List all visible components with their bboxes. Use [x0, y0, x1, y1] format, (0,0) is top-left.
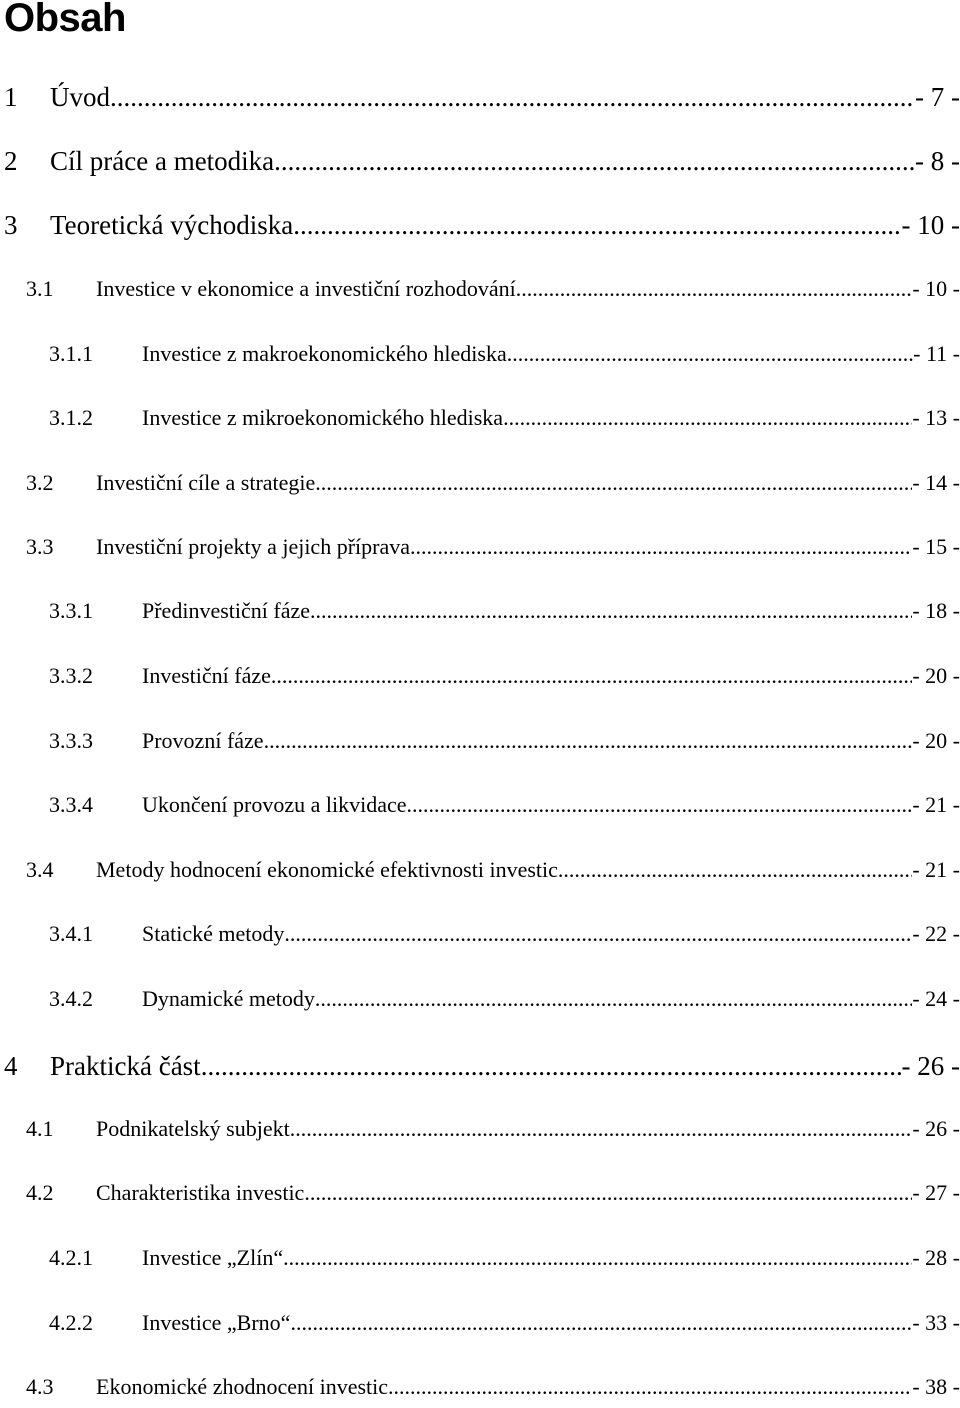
toc-entry-number: 3.3.2: [49, 663, 93, 688]
toc-entry-number: 3: [4, 210, 18, 240]
toc-entry[interactable]: [0, 857, 960, 891]
toc-entry-page: - 24 -: [912, 986, 960, 1011]
page-title: Obsah: [4, 0, 126, 40]
toc-entry-number: 3.4.2: [49, 986, 93, 1011]
toc-dot-leader: [201, 1051, 902, 1082]
toc-entry[interactable]: [0, 1245, 960, 1279]
toc-entry-page: - 26 -: [912, 1116, 960, 1141]
toc-dot-leader: [516, 276, 913, 302]
toc-entry[interactable]: [0, 470, 960, 504]
toc-entry-page: - 33 -: [912, 1310, 960, 1335]
toc-entry-title: Předinvestiční fáze: [142, 598, 310, 623]
toc-entry[interactable]: [0, 1180, 960, 1214]
toc-entry[interactable]: [0, 921, 960, 955]
toc-entry[interactable]: [0, 986, 960, 1020]
toc-entry-page: - 27 -: [912, 1180, 960, 1205]
toc-entry-number: 4.2.1: [49, 1245, 93, 1270]
toc-entry-number: 3.4: [26, 857, 54, 882]
toc-entry-number: 4.1: [26, 1116, 54, 1141]
toc-entry-number: 3.3.1: [49, 598, 93, 623]
toc-entry-title: Investice z makroekonomického hlediska: [142, 341, 507, 366]
toc-dot-leader: [293, 210, 901, 241]
toc-entry[interactable]: [0, 341, 960, 375]
toc-entry-title: Podnikatelský subjekt: [96, 1116, 290, 1141]
toc-entry-page: - 13 -: [912, 405, 960, 430]
toc-dot-leader: [407, 792, 913, 818]
toc-entry-page: - 22 -: [912, 921, 960, 946]
toc-entry-number: 4.3: [26, 1374, 54, 1399]
toc-entry[interactable]: [0, 728, 960, 762]
toc-entry-title: Investice „Zlín“: [142, 1245, 284, 1270]
toc-entry[interactable]: [0, 82, 960, 122]
toc-entry[interactable]: [0, 1051, 960, 1091]
toc-dot-leader: [410, 534, 912, 560]
toc-entry-title: Statické metody: [142, 921, 285, 946]
toc-dot-leader: [290, 1310, 912, 1336]
toc-entry-number: 3.3.3: [49, 728, 93, 753]
toc-entry-page: - 10 -: [912, 276, 960, 301]
toc-entry-page: - 38 -: [912, 1374, 960, 1399]
toc-dot-leader: [315, 986, 912, 1012]
toc-entry-title: Investice v ekonomice a investiční rozhodování: [96, 276, 516, 301]
toc-entry-number: 1: [4, 82, 18, 112]
toc-dot-leader: [304, 1180, 912, 1206]
toc-entry[interactable]: [0, 663, 960, 697]
toc-entry-number: 4.2: [26, 1180, 54, 1205]
toc-dot-leader: [310, 598, 912, 624]
toc-entry-title: Investiční fáze: [142, 663, 271, 688]
toc-entry-number: 3.2: [26, 470, 54, 495]
toc-dot-leader: [558, 857, 912, 883]
toc-entry-title: Investice „Brno“: [142, 1310, 291, 1335]
toc-dot-leader: [110, 82, 915, 113]
toc-entry-page: - 28 -: [912, 1245, 960, 1270]
toc-entry-title: Investiční cíle a strategie: [96, 470, 316, 495]
toc-entry-page: - 11 -: [913, 341, 960, 366]
toc-entry-title: Ukončení provozu a likvidace: [142, 792, 407, 817]
toc-entry-title: Ekonomické zhodnocení investic: [96, 1374, 389, 1399]
toc-entry-title: Provozní fáze: [142, 728, 264, 753]
toc-entry-title: Úvod: [50, 82, 110, 112]
toc-entry[interactable]: [0, 792, 960, 826]
toc-entry[interactable]: [0, 210, 960, 250]
toc-entry[interactable]: [0, 598, 960, 632]
toc-dot-leader: [264, 728, 913, 754]
toc-dot-leader: [315, 470, 912, 496]
toc-dot-leader: [503, 405, 912, 431]
toc-entry-title: Dynamické metody: [142, 986, 315, 1011]
toc-entry-page: - 7 -: [915, 82, 960, 112]
toc-entry-number: 4.2.2: [49, 1310, 93, 1335]
toc-entry-page: - 8 -: [915, 146, 960, 176]
toc-entry-number: 3.1.1: [49, 341, 93, 366]
toc-entry-number: 3.1.2: [49, 405, 93, 430]
toc-entry-page: - 15 -: [912, 534, 960, 559]
toc-entry-title: Cíl práce a metodika: [50, 146, 275, 176]
toc-entry-number: 3.3.4: [49, 792, 93, 817]
toc-entry[interactable]: [0, 1116, 960, 1150]
toc-entry-title: Charakteristika investic: [96, 1180, 305, 1205]
toc-entry[interactable]: [0, 276, 960, 310]
toc-dot-leader: [271, 663, 912, 689]
toc-entry-page: - 26 -: [901, 1051, 960, 1081]
toc-entry-page: - 20 -: [912, 728, 960, 753]
toc-dot-leader: [283, 1245, 912, 1271]
toc-dot-leader: [507, 341, 913, 367]
toc-entry-page: - 14 -: [912, 470, 960, 495]
toc-entry-page: - 21 -: [912, 792, 960, 817]
toc-entry[interactable]: [0, 146, 960, 186]
toc-entry-number: 4: [4, 1051, 18, 1081]
toc-entry[interactable]: [0, 1310, 960, 1344]
toc-entry-number: 3.3: [26, 534, 54, 559]
toc-entry-page: - 18 -: [912, 598, 960, 623]
toc-entry-title: Teoretická východiska: [50, 210, 294, 240]
toc-entry-title: Metody hodnocení ekonomické efektivnosti investic: [96, 857, 558, 882]
toc-entry-title: Investiční projekty a jejich příprava: [96, 534, 410, 559]
toc-dot-leader: [284, 921, 912, 947]
toc-entry-title: Investice z mikroekonomického hlediska: [142, 405, 504, 430]
toc-entry-page: - 21 -: [912, 857, 960, 882]
toc-entry[interactable]: [0, 405, 960, 439]
toc-dot-leader: [290, 1116, 913, 1142]
toc-entry-number: 3.1: [26, 276, 54, 301]
toc-entry-number: 3.4.1: [49, 921, 93, 946]
toc-entry-page: - 10 -: [901, 210, 960, 240]
toc-entry-title: Praktická část: [50, 1051, 201, 1081]
toc-entry-page: - 20 -: [912, 663, 960, 688]
toc-entry-number: 2: [4, 146, 18, 176]
toc-dot-leader: [388, 1374, 912, 1400]
toc-dot-leader: [274, 146, 915, 177]
toc-entry[interactable]: [0, 534, 960, 568]
toc-entry[interactable]: [0, 1374, 960, 1408]
